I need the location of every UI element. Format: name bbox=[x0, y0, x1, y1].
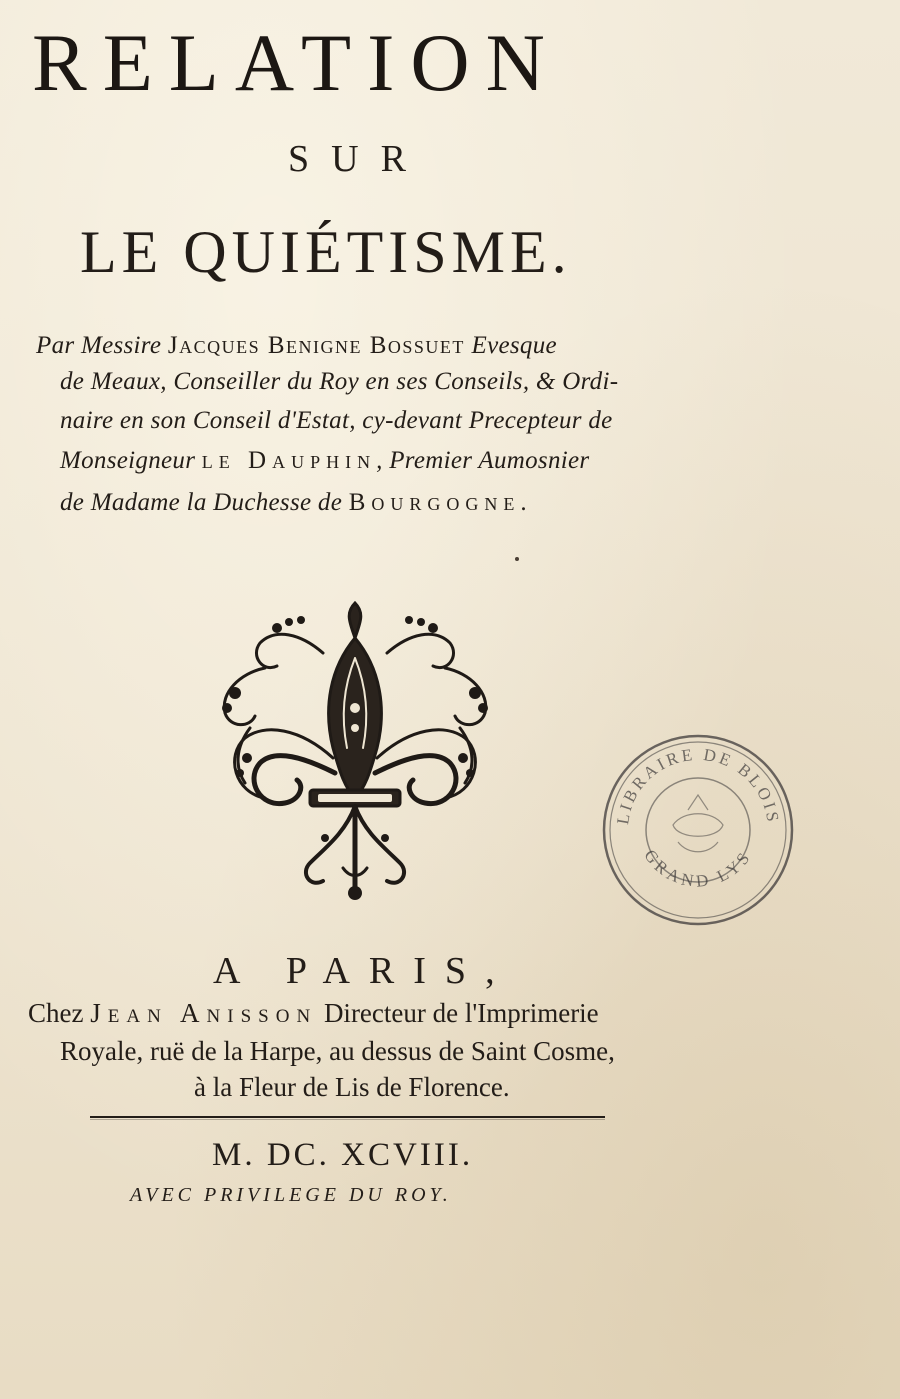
author-line-4 bbox=[60, 448, 589, 473]
duchesse-text: de Madame la Duchesse de bbox=[60, 489, 343, 516]
title-relation bbox=[32, 17, 561, 108]
privilege-line: AVEC PRIVILEGE DU ROY. bbox=[130, 1184, 452, 1206]
title-relation-text: RELATION bbox=[32, 17, 561, 108]
author-title: Evesque bbox=[471, 332, 557, 359]
author-prefix: Par Messire bbox=[36, 332, 162, 359]
fleur-de-lis-ornament-icon bbox=[205, 598, 505, 903]
stamp-text-top: LIBRAIRE DE BLOIS bbox=[613, 744, 783, 826]
chez-text: Chez bbox=[28, 998, 84, 1028]
horizontal-rule bbox=[90, 1113, 605, 1121]
publication-date: M. DC. XCVIII. bbox=[212, 1137, 474, 1173]
aumosnier-text: , Premier Aumosnier bbox=[376, 447, 590, 474]
imprint-line-2 bbox=[28, 1000, 599, 1027]
author-name: Jacques Benigne Bossuet bbox=[167, 332, 465, 359]
directeur-text: Directeur de l'Imprimerie bbox=[323, 998, 599, 1028]
bourgogne-name: Bourgogne. bbox=[348, 489, 533, 516]
dauphin-name: le Dauphin bbox=[201, 447, 377, 474]
author-line-3: naire en son Conseil d'Estat, cy-devant Precepteur de bbox=[60, 407, 613, 434]
imprint-line-4: à la Fleur de Lis de Florence. bbox=[194, 1072, 510, 1102]
author-line-2: de Meaux, Conseiller du Roy en ses Conseils, & Ordi- bbox=[60, 368, 619, 395]
author-line-1 bbox=[36, 333, 557, 358]
imprint-city: A PARIS, bbox=[213, 950, 514, 992]
author-line-5 bbox=[60, 490, 533, 515]
stamp-text-bottom: GRAND LYS bbox=[640, 846, 756, 891]
title-quietisme: LE QUIÉTISME. bbox=[80, 219, 572, 285]
monseigneur-text: Monseigneur bbox=[60, 447, 196, 474]
imprint-line-3: Royale, ruë de la Harpe, au dessus de Saint Cosme, bbox=[60, 1036, 615, 1066]
library-stamp-icon bbox=[598, 730, 798, 930]
printer-name: Jean Anisson bbox=[90, 998, 318, 1028]
ink-speck bbox=[515, 557, 519, 561]
title-sur: SUR bbox=[288, 138, 428, 180]
